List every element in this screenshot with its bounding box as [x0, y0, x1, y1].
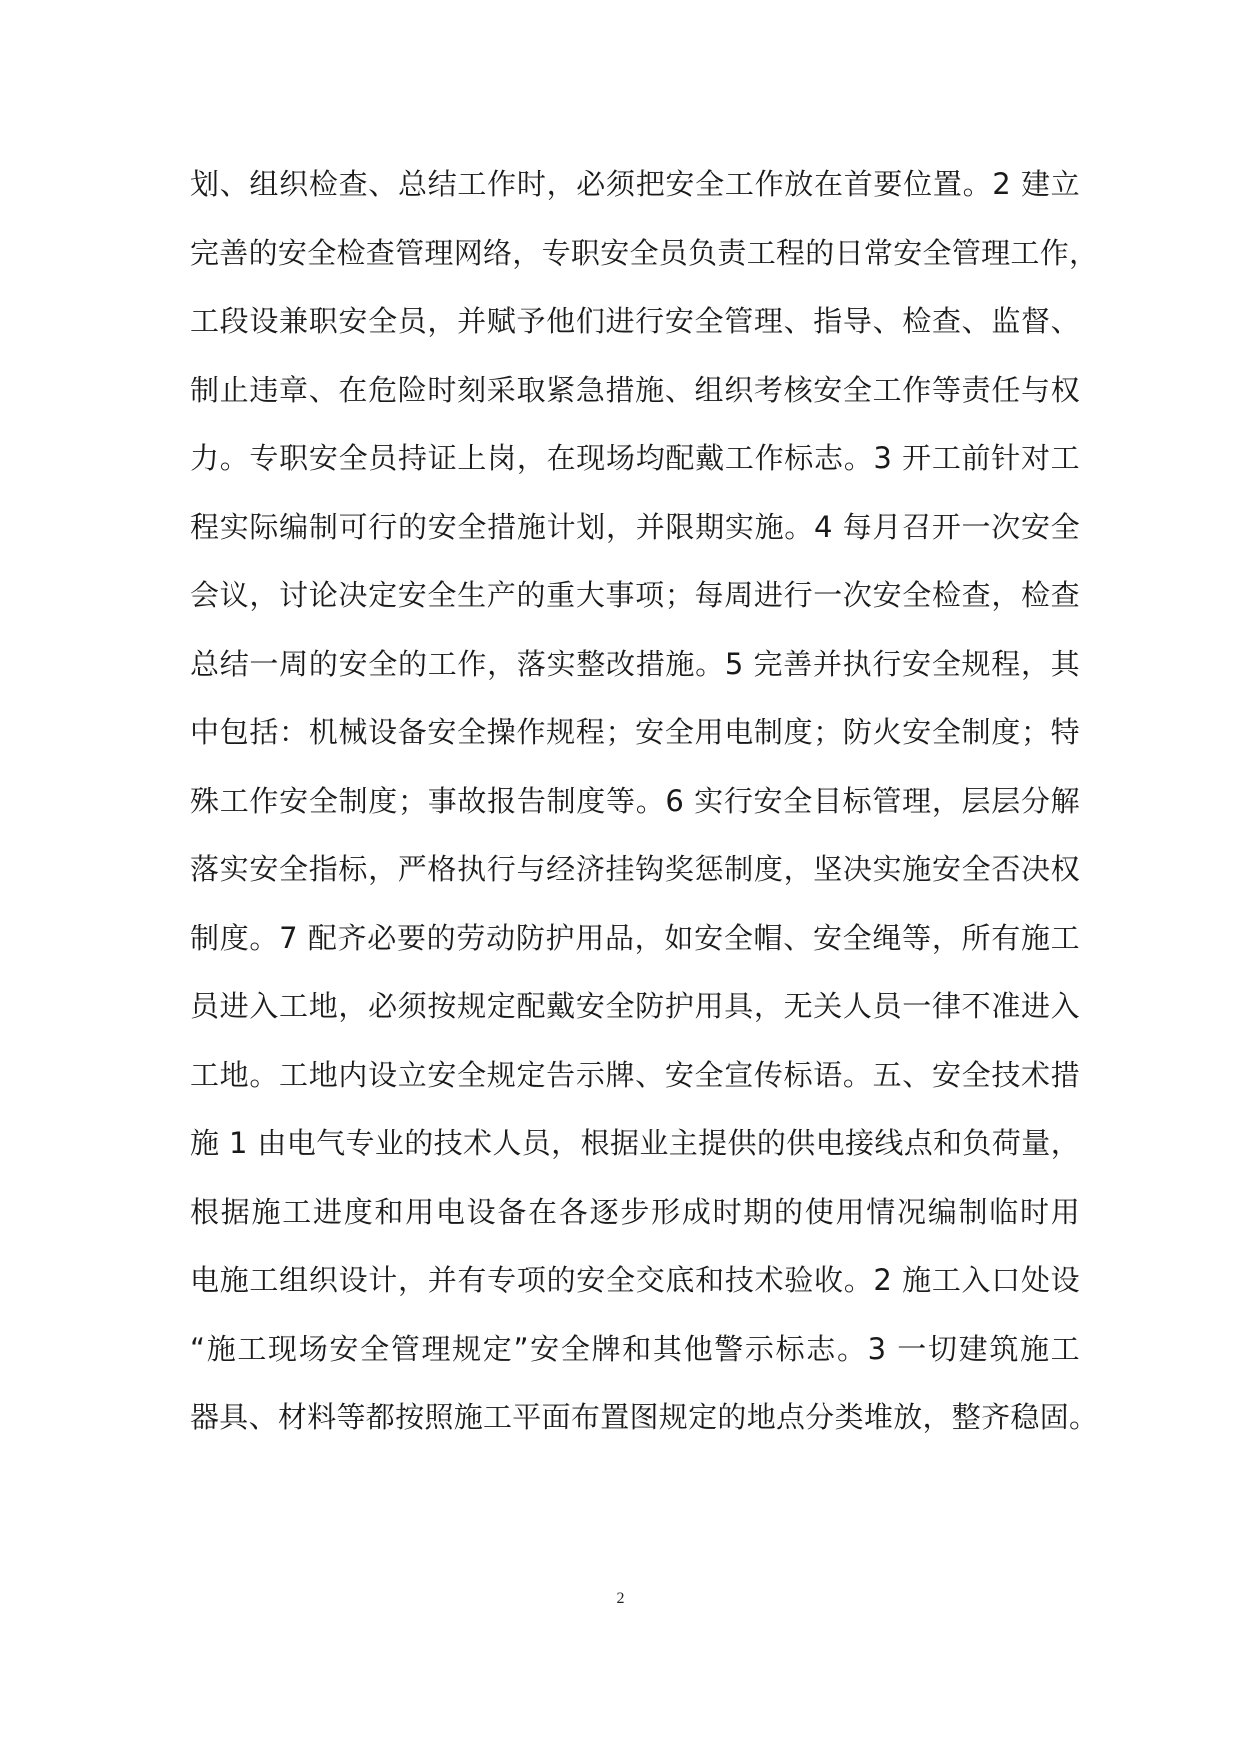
text-line: 工段设兼职安全员，并赋予他们进行安全管理、指导、检查、监督、: [190, 304, 1080, 338]
text-line: 根据施工进度和用电设备在各逐步形成时期的使用情况编制临时用: [190, 1194, 1080, 1229]
text-line: 员进入工地，必须按规定配戴安全防护用具，无关人员一律不准进入: [190, 989, 1080, 1023]
text-line: 会议，讨论决定安全生产的重大事项；每周进行一次安全检查，检查: [190, 578, 1080, 612]
text-line: “施工现场安全管理规定”安全牌和其他警示标志。3 一切建筑施工: [190, 1331, 1080, 1366]
text-line: 中包括：机械设备安全操作规程；安全用电制度；防火安全制度；特: [190, 715, 1080, 749]
text-line: 力。专职安全员持证上岗，在现场均配戴工作标志。3 开工前针对工: [190, 441, 1080, 475]
page-number: 2: [616, 1590, 625, 1607]
text-line: 完善的安全检查管理网络，专职安全员负责工程的日常安全管理工作，: [190, 235, 1099, 270]
text-line: 工地。工地内设立安全规定告示牌、安全宣传标语。五、安全技术措: [190, 1057, 1080, 1092]
text-line: 总结一周的安全的工作，落实整改措施。5 完善并执行安全规程，其: [190, 646, 1080, 681]
text-line: 电施工组织设计，并有专项的安全交底和技术验收。2 施工入口处设: [190, 1263, 1080, 1297]
text-line: 施 1 由电气专业的技术人员，根据业主提供的供电接线点和负荷量，: [190, 1126, 1080, 1160]
text-line: 程实际编制可行的安全措施计划，并限期实施。4 每月召开一次安全: [190, 509, 1080, 544]
body-text: [190, 150, 1099, 1452]
text-line: 划、组织检查、总结工作时，必须把安全工作放在首要位置。2 建立: [190, 167, 1080, 201]
text-line: 制度。7 配齐必要的劳动防护用品，如安全帽、安全绳等，所有施工: [190, 920, 1080, 955]
text-line: 落实安全指标，严格执行与经济挂钩奖惩制度，坚决实施安全否决权: [190, 852, 1080, 886]
text-line: 殊工作安全制度；事故报告制度等。6 实行安全目标管理，层层分解: [190, 783, 1080, 818]
text-line: 器具、材料等都按照施工平面布置图规定的地点分类堆放，整齐稳固。: [190, 1400, 1099, 1434]
text-line: 制止违章、在危险时刻采取紧急措施、组织考核安全工作等责任与权: [190, 372, 1080, 407]
